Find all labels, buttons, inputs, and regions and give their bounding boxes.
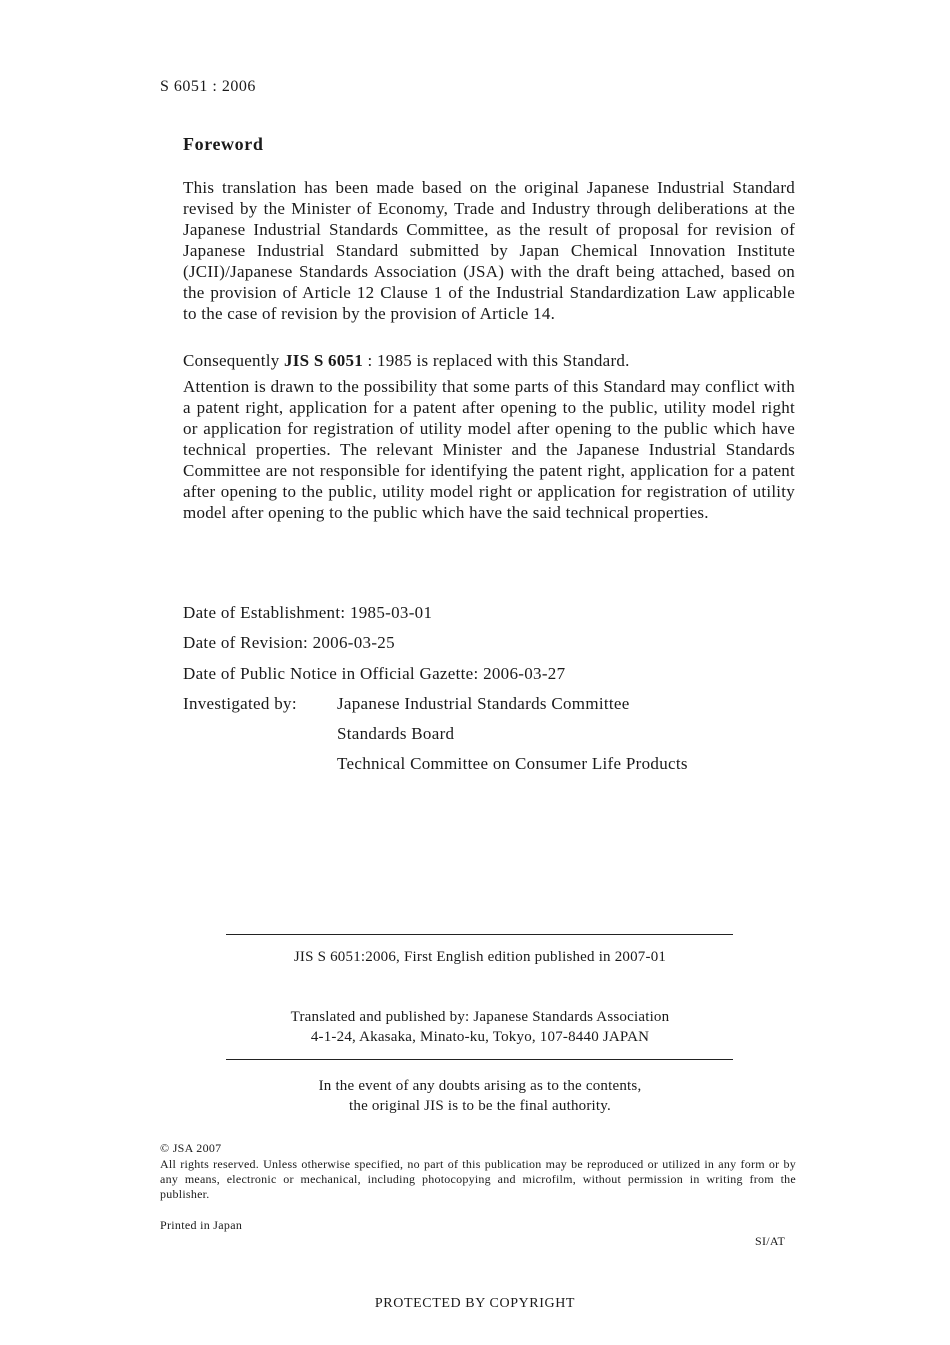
paragraph-text <box>183 350 795 371</box>
authority-note <box>160 1076 800 1116</box>
divider-top <box>226 934 733 935</box>
rights-statement: All rights reserved. Unless otherwise specified, no part of this publication may be reproduced or utilized in any form or by any means, electronic or mechanical, including photocopying and microfilm, without permission in writing from the publisher. <box>160 1157 796 1201</box>
investigated-by-label: Investigated by: <box>183 694 297 713</box>
printed-in: Printed in Japan <box>160 1218 243 1232</box>
divider-bottom <box>226 1059 733 1060</box>
foreword-paragraph-2 <box>183 350 795 371</box>
investigated-by-item: Japanese Industrial Standards Committee <box>337 694 630 713</box>
document-code: SI/AT <box>755 1234 786 1248</box>
publisher-block <box>160 1007 800 1047</box>
translated-by: Translated and published by: Japanese Standards Association <box>290 1009 670 1025</box>
publisher-address: 4-1-24, Akasaka, Minato-ku, Tokyo, 107-8440 JAPAN <box>310 1029 650 1045</box>
investigated-by-item: Standards Board <box>337 724 455 743</box>
date-of-establishment: Date of Establishment: 1985-03-01 <box>183 603 433 622</box>
protected-by-copyright: PROTECTED BY COPYRIGHT <box>374 1296 576 1311</box>
edition-line: JIS S 6051:2006, First English edition published in 2007-01 <box>293 949 667 965</box>
foreword-heading: Foreword <box>183 134 264 154</box>
date-of-revision: Date of Revision: 2006-03-25 <box>183 633 395 652</box>
investigated-by-item: Technical Committee on Consumer Life Products <box>337 754 688 773</box>
page-number: S 6051 : 2006 <box>160 78 256 95</box>
paragraph-suffix: : 1985 is replaced with this Standard. <box>363 351 630 370</box>
copyright-notice: © JSA 2007 <box>160 1141 222 1155</box>
paragraph-text: Attention is drawn to the possibility that some parts of this Standard may conflict with a patent right, application for a patent after opening to the public, utility model right or application for registration of utility model after opening to the public which have technical properties. The relevant Minister and the Japanese Industrial Standards Committee are not responsible for identifying the patent right, application for a patent after opening to the public, utility model right or application for registration of utility model after opening to the public which have the said technical properties. <box>183 377 795 522</box>
authority-line-1: In the event of any doubts arising as to the contents, <box>318 1078 642 1094</box>
standard-reference: JIS S 6051 <box>284 351 364 370</box>
paragraph-prefix: Consequently <box>183 351 284 370</box>
foreword-paragraph-3 <box>183 376 795 523</box>
paragraph-text: This translation has been made based on the original Japanese Industrial Standard revised by the Minister of Economy, Trade and Industry through deliberations at the Japanese Industrial Standards Committee, as the result of proposal for revision of Japanese Industrial Standard submitted by Japan Chemical Innovation Institute (JCII)/Japanese Standards Association (JSA) with the draft being attached, based on the provision of Article 12 Clause 1 of the Industrial Standardization Law applicable to the case of revision by the provision of Article 14. <box>183 178 795 323</box>
date-of-public-notice: Date of Public Notice in Official Gazette: 2006-03-27 <box>183 664 566 683</box>
authority-line-2: the original JIS is to be the final authority. <box>349 1098 611 1114</box>
foreword-paragraph-1 <box>183 177 795 324</box>
